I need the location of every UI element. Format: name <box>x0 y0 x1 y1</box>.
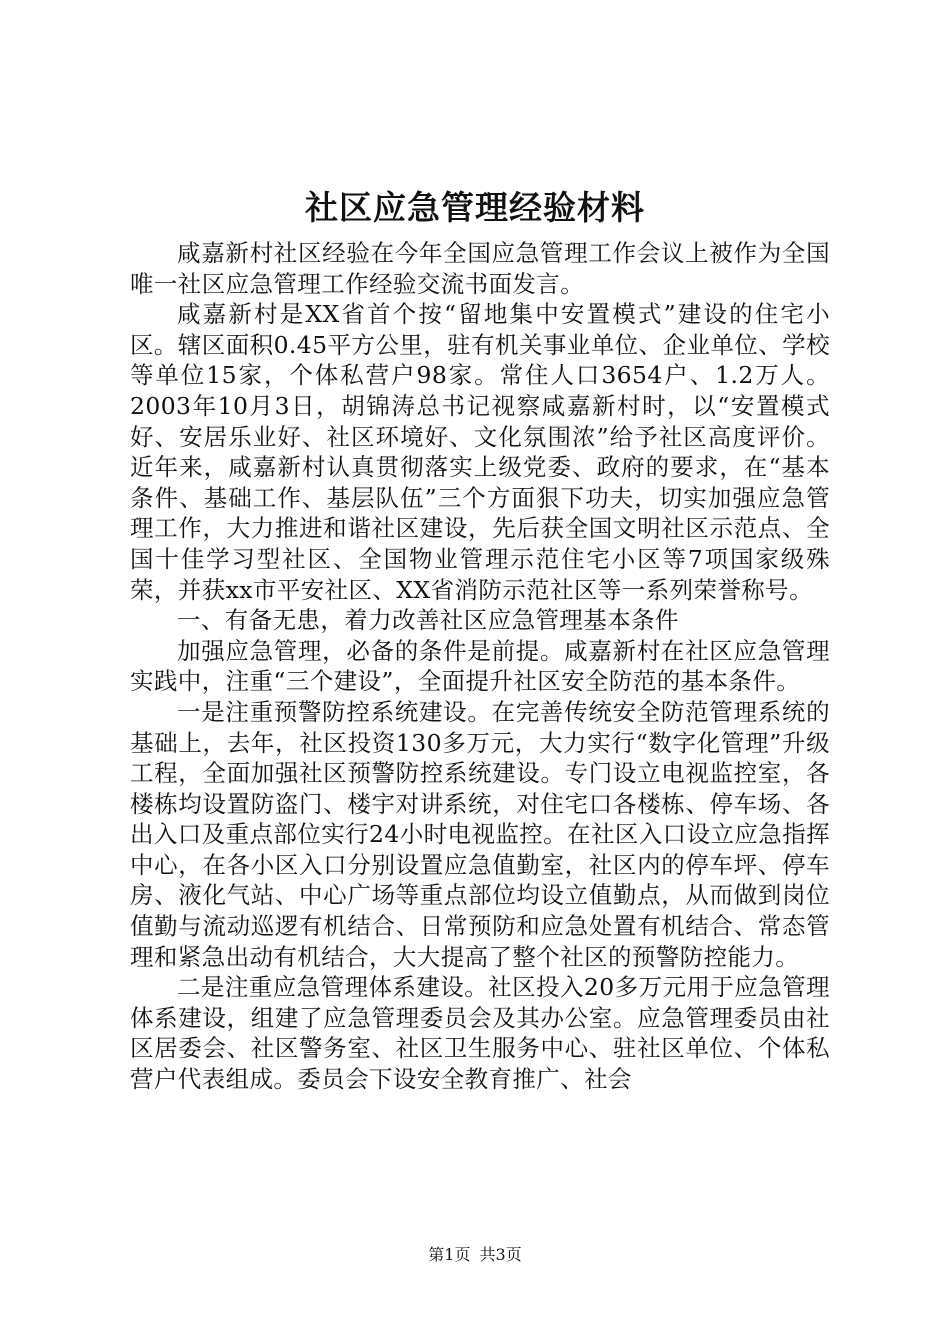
page-total: 共3页 <box>479 1245 522 1264</box>
paragraph-4: 一是注重预警防控系统建设。在完善传统安全防范管理系统的基础上，去年，社区投资130多万元，大力实行“数字化管理”升级工程，全面加强社区预警防控系统建设。专门设立电视监控室，各楼栋均设置防盗门、楼宇对讲系统，对住宅口各楼栋、停车场、各出入口及重点部位实行24小时电视监控。在社区入口设立应急指挥中心，在各小区入口分别设置应急值勤室，社区内的停车坪、停车房、液化气站、中心广场等重点部位均设立值勤点，从而做到岗位值勤与流动巡逻有机结合、日常预防和应急处置有机结合、常态管理和紧急出动有机结合，大大提高了整个社区的预警防控能力。 <box>130 697 830 971</box>
paragraph-1: 咸嘉新村社区经验在今年全国应急管理工作会议上被作为全国唯一社区应急管理工作经验交流书面发言。 <box>130 239 830 298</box>
paragraph-3: 加强应急管理，必备的条件是前提。咸嘉新村在社区应急管理实践中，注重“三个建设”，全面提升社区安全防范的基本条件。 <box>130 636 830 696</box>
paragraph-5: 二是注重应急管理体系建设。社区投入20多万元用于应急管理体系建设，组建了应急管理委员会及其办公室。应急管理委员由社区居委会、社区警务室、社区卫生服务中心、驻社区单位、个体私营户代表组成。委员会下设安全教育推广、社会 <box>130 973 830 1094</box>
document-body <box>130 238 830 1095</box>
paragraph-2: 咸嘉新村是XX省首个按“留地集中安置模式”建设的住宅小区。辖区面积0.45平方公里，驻有机关事业单位、企业单位、学校等单位15家，个体私营户98家。常住人口3654户、1.2万人。2003年10月3日，胡锦涛总书记视察咸嘉新村时，以“安置模式好、安居乐业好、社区环境好、文化氛围浓”给予社区高度评价。近年来，咸嘉新村认真贯彻落实上级党委、政府的要求，在“基本条件、基础工作、基层队伍”三个方面狠下功夫，切实加强应急管理工作，大力推进和谐社区建设，先后获全国文明社区示范点、全国十佳学习型社区、全国物业管理示范住宅小区等7项国家级殊荣，并获xx市平安社区、XX省消防示范社区等一系列荣誉称号。 <box>130 300 830 604</box>
document-title: 社区应急管理经验材料 <box>305 188 645 227</box>
page-number: 第1页 <box>428 1245 471 1264</box>
section-heading-1: 一、有备无患，着力改善社区应急管理基本条件 <box>177 606 679 635</box>
page-footer <box>0 1244 950 1266</box>
